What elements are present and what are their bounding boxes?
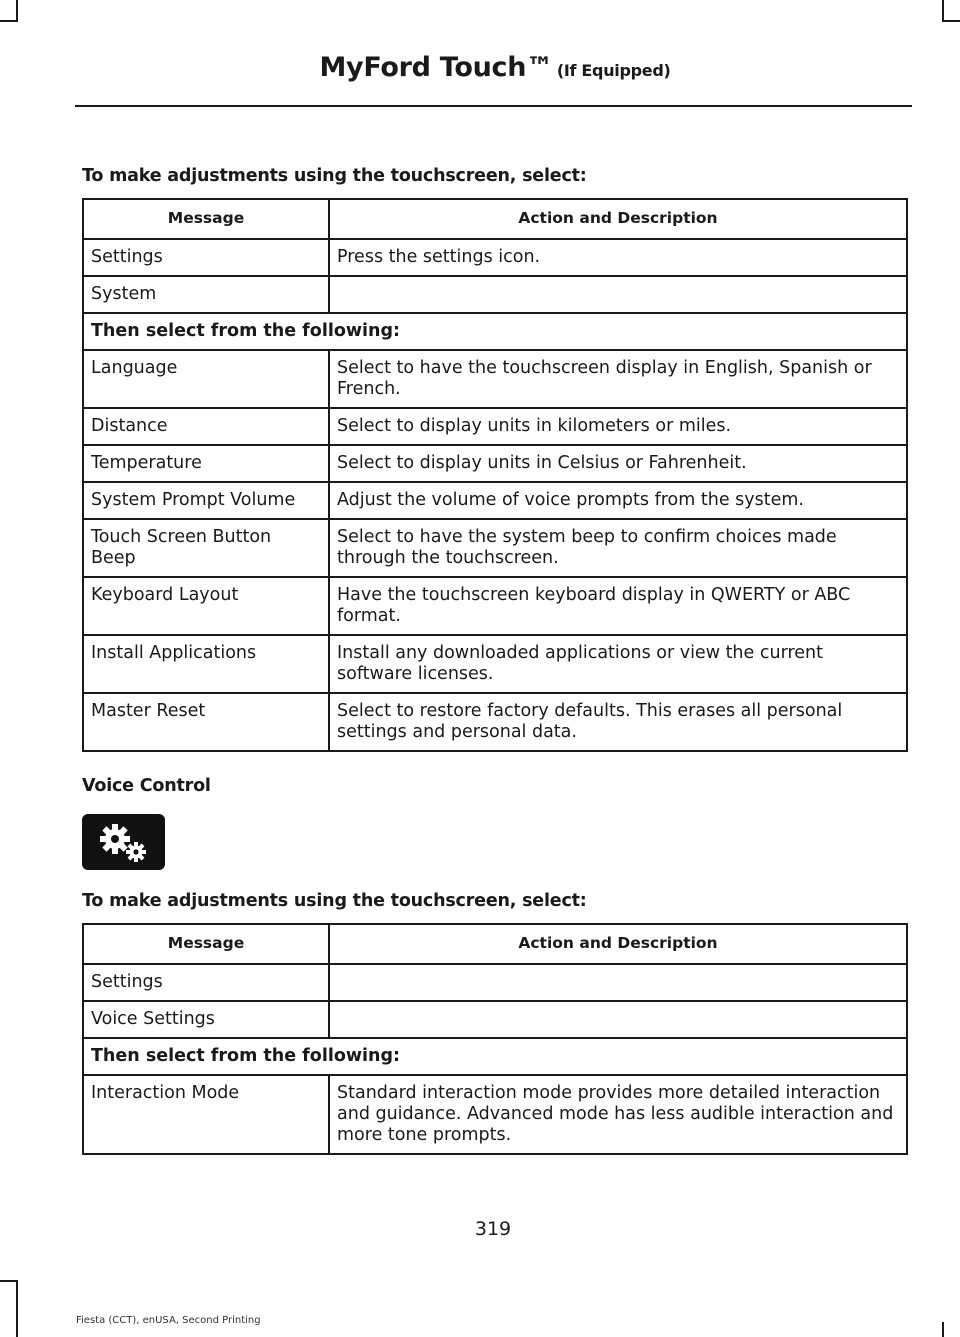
table-subheading-row: [83, 313, 907, 350]
action-cell: Install any downloaded applications or view the current software licenses.: [329, 635, 907, 693]
crop-mark-bottom-left: [16, 1280, 18, 1337]
table-header-row: [83, 924, 907, 964]
message-cell: System: [83, 276, 329, 313]
action-cell: [329, 964, 907, 1001]
crop-mark-top-left: [16, 0, 18, 22]
column-header-message: Message: [83, 199, 329, 239]
message-cell: System Prompt Volume: [83, 482, 329, 519]
column-header-message: Message: [83, 924, 329, 964]
action-cell: Press the settings icon.: [329, 239, 907, 276]
table-row: [83, 1001, 907, 1038]
message-cell: Distance: [83, 408, 329, 445]
settings-table: [82, 198, 908, 752]
table-header-row: [83, 199, 907, 239]
message-cell: Temperature: [83, 445, 329, 482]
crop-mark-top-right: [942, 0, 944, 22]
table-row: [83, 482, 907, 519]
message-cell: Language: [83, 350, 329, 408]
header-title-text: MyFord Touch™: [319, 52, 553, 83]
table-row: [83, 239, 907, 276]
table-subheading: Then select from the following:: [83, 1038, 907, 1075]
header-subtitle: (If Equipped): [556, 61, 671, 80]
message-cell: Touch Screen Button Beep: [83, 519, 329, 577]
message-cell: Settings: [83, 964, 329, 1001]
action-cell: Select to have the system beep to confirm choices made through the touchscreen.: [329, 519, 907, 577]
table-subheading: Then select from the following:: [83, 313, 907, 350]
settings-gears-icon: [82, 814, 165, 870]
table-row: [83, 1075, 907, 1154]
table-row: [83, 635, 907, 693]
action-cell: Select to display units in kilometers or miles.: [329, 408, 907, 445]
action-cell: Adjust the volume of voice prompts from the system.: [329, 482, 907, 519]
column-header-action: Action and Description: [329, 924, 907, 964]
header-rule: [75, 105, 912, 107]
action-cell: [329, 1001, 907, 1038]
table-subheading-row: [83, 1038, 907, 1075]
footer-edition: Fiesta (CCT), enUSA, Second Printing: [76, 1315, 261, 1326]
table-row: [83, 519, 907, 577]
table-row: [83, 964, 907, 1001]
action-cell: Standard interaction mode provides more detailed interaction and guidance. Advanced mode has less audible interaction and more tone prompts.: [329, 1075, 907, 1154]
action-cell: Have the touchscreen keyboard display in QWERTY or ABC format.: [329, 577, 907, 635]
action-cell: Select to restore factory defaults. This erases all personal settings and personal data.: [329, 693, 907, 751]
action-cell: Select to have the touchscreen display in English, Spanish or French.: [329, 350, 907, 408]
table-row: [83, 445, 907, 482]
message-cell: Interaction Mode: [83, 1075, 329, 1154]
table-row: [83, 276, 907, 313]
section2-intro: To make adjustments using the touchscreen, select:: [82, 891, 587, 911]
crop-mark-bottom-left-h: [0, 1280, 18, 1282]
message-cell: Settings: [83, 239, 329, 276]
table-row: [83, 577, 907, 635]
section1-intro: To make adjustments using the touchscreen, select:: [82, 166, 587, 186]
table-row: [83, 408, 907, 445]
column-header-action: Action and Description: [329, 199, 907, 239]
crop-mark-top-left-h: [0, 20, 18, 22]
page-header-title: [0, 52, 960, 83]
page-number: 319: [474, 1218, 512, 1240]
message-cell: Master Reset: [83, 693, 329, 751]
section2-title: Voice Control: [82, 776, 211, 796]
crop-mark-bottom-right: [942, 1322, 944, 1337]
message-cell: Voice Settings: [83, 1001, 329, 1038]
voice-settings-table: [82, 923, 908, 1155]
table-row: [83, 350, 907, 408]
message-cell: Keyboard Layout: [83, 577, 329, 635]
action-cell: [329, 276, 907, 313]
message-cell: Install Applications: [83, 635, 329, 693]
table-row: [83, 693, 907, 751]
crop-mark-top-right-h: [942, 20, 960, 22]
action-cell: Select to display units in Celsius or Fahrenheit.: [329, 445, 907, 482]
